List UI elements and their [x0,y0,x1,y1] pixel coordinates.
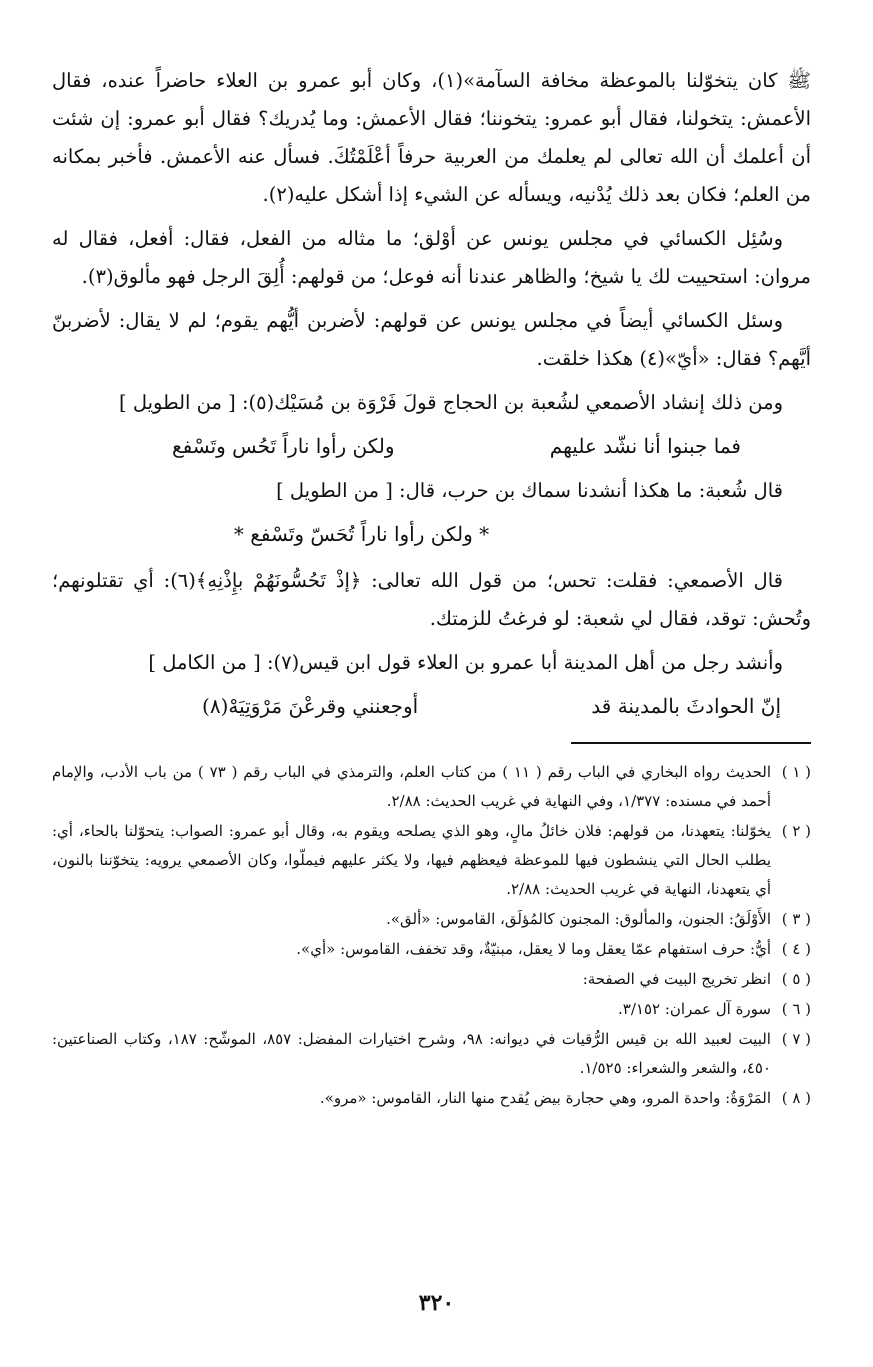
footnote-text: يخوّلنا: يتعهدنا، من قولهم: فلان خائلُ مالٍ، وهو الذي يصلحه ويقوم به، وقال أبو عمرو: الصواب: يتحوّلنا بالحاء، أي: يطلب الحال التي ينشطون فيها للموعظة فيعظهم فيها، ولا يكثر عليهم فيملّوا، وكان الأصمعي يرويه: يتخوّننا بالنون، أي يتعهدنا، النهاية في غريب الحديث: ٢/٨٨. [52,822,771,898]
verse-ibn-qays [52,688,811,724]
main-text [52,62,811,724]
footnote-number: ( ١ ) [781,763,811,781]
footnote-text: المَرْوَةُ: واحدة المرو، وهي حجارة بيض يُقدح منها النار، القاموس: «مرو». [319,1089,771,1107]
paragraph-kisai-ayyuhum: وسئل الكسائي أيضاً في مجلس يونس عن قولهم: لأضربن أيُّهم يقوم؛ لم لا يقال: لأضربنّ أيَّهم؟ فقال: «أيّ»(٤) هكذا خلقت. [52,309,811,370]
footnote-divider [571,742,811,744]
footnote-number: ( ٦ ) [781,1000,811,1018]
paragraph-asmai-tahus: قال الأصمعي: فقلت: تحس؛ من قول الله تعالى: ﴿إذْ تَحُسُّونَهُمْ بإِذْنِهِ﴾(٦): أي تقتلونهم؛ وتُحش: توقد، فقال لي شعبة: لو فرغتُ للزمتك. [52,569,811,630]
paragraph-asmai-inshad: ومن ذلك إنشاد الأصمعي لشُعبة بن الحجاج قولَ فَرْوَة بن مُسَيْك(٥): [ من الطويل ] [119,391,783,414]
footnote-text: انظر تخريج البيت في الصفحة: [582,970,771,988]
paragraph-kisai-awlaq: وسُئِل الكسائي في مجلس يونس عن أوْلق؛ ما مثاله من الفعل، فقال: أفعل، فقال له مروان: استحييت لك يا شيخ؛ والظاهر عندنا أنه فوعل؛ من قولهم: أُلِقَ الرجل فهو مألوق(٣). [52,227,811,288]
verse-first-hemistich: إنّ الحوادثَ بالمدينة قد [591,694,781,718]
footnote-8 [52,1084,811,1113]
footnote-5 [52,965,811,994]
footnote-6 [52,995,811,1024]
footnote-number: ( ٥ ) [781,970,811,988]
paragraph-shuba: قال شُعبة: ما هكذا أنشدنا سماك بن حرب، قال: [ من الطويل ] [276,479,783,502]
footnotes [52,758,811,1113]
footnote-7 [52,1025,811,1083]
verse-simak: * ولكن رأوا ناراً تُحَسّ وتَسْفع * [233,522,490,546]
page-number: ٣٢٠ [418,1290,455,1316]
footnote-number: ( ٨ ) [781,1089,811,1107]
paragraph-hadith: ﷺ كان يتخوّلنا بالموعظة مخافة السآمة»(١)، وكان أبو عمرو بن العلاء حاضراً عنده، فقال الأعمش: يتخولنا، فقال أبو عمرو: يتخوننا؛ فقال الأعمش: وما يُدريك؟ فقال أبو عمرو: إن شئت أن أعلمك أن الله تعالى لم يعلمك من العربية حرفاً أعْلَمْتُكَ. فسأل عنه الأعمش. فأخبر بمكانه من العلم؛ فكان بعد ذلك يُدْنيه، ويسأله عن الشيء إذا أشكل عليه(٢). [52,69,811,206]
verse-second-hemistich: أوجعنني وقرعْنَ مَرْوَتِيَهْ(٨) [202,694,419,718]
footnote-text: سورة آل عمران: ٣/١٥٢. [618,1000,771,1018]
footnote-3 [52,905,811,934]
paragraph-madina: وأنشد رجل من أهل المدينة أبا عمرو بن العلاء قول ابن قيس(٧): [ من الكامل ] [148,651,783,674]
footnote-1 [52,758,811,816]
footnote-text: البيت لعبيد الله بن قيس الرُّقيات في ديوانه: ٩٨، وشرح اختيارات المفضل: ٨٥٧، الموشّح: ١٨٧، وكتاب الصناعتين: ٤٥٠، والشعر والشعراء: ١/٥٢٥. [52,1030,771,1077]
footnote-text: الأَوْلَقُ: الجنون، والمألوق: المجنون كالمُؤلَق، القاموس: «ألق». [386,910,771,928]
footnote-text: الحديث رواه البخاري في الباب رقم ( ١١ ) من كتاب العلم، والترمذي في الباب رقم ( ٧٣ ) من باب الأدب، والإمام أحمد في مسنده: ١/٣٧٧، وفي النهاية في غريب الحديث: ٢/٨٨. [52,763,772,810]
verse-farwa [52,428,811,464]
footnote-number: ( ٢ ) [781,822,811,840]
verse-first-hemistich: فما جبنوا أنا نشّد عليهم [549,434,741,458]
footnote-number: ( ٧ ) [781,1030,811,1048]
footnote-4 [52,935,811,964]
footnote-text: أيُّ: حرف استفهام عمّا يعقل وما لا يعقل، مبنيّةٌ، وقد تخفف، القاموس: «أي». [296,940,771,958]
verse-second-hemistich: ولكن رأوا ناراً تَحُس وتَسْفع [172,434,395,458]
footnote-number: ( ٣ ) [781,910,811,928]
footnote-2 [52,817,811,904]
footnote-number: ( ٤ ) [781,940,811,958]
